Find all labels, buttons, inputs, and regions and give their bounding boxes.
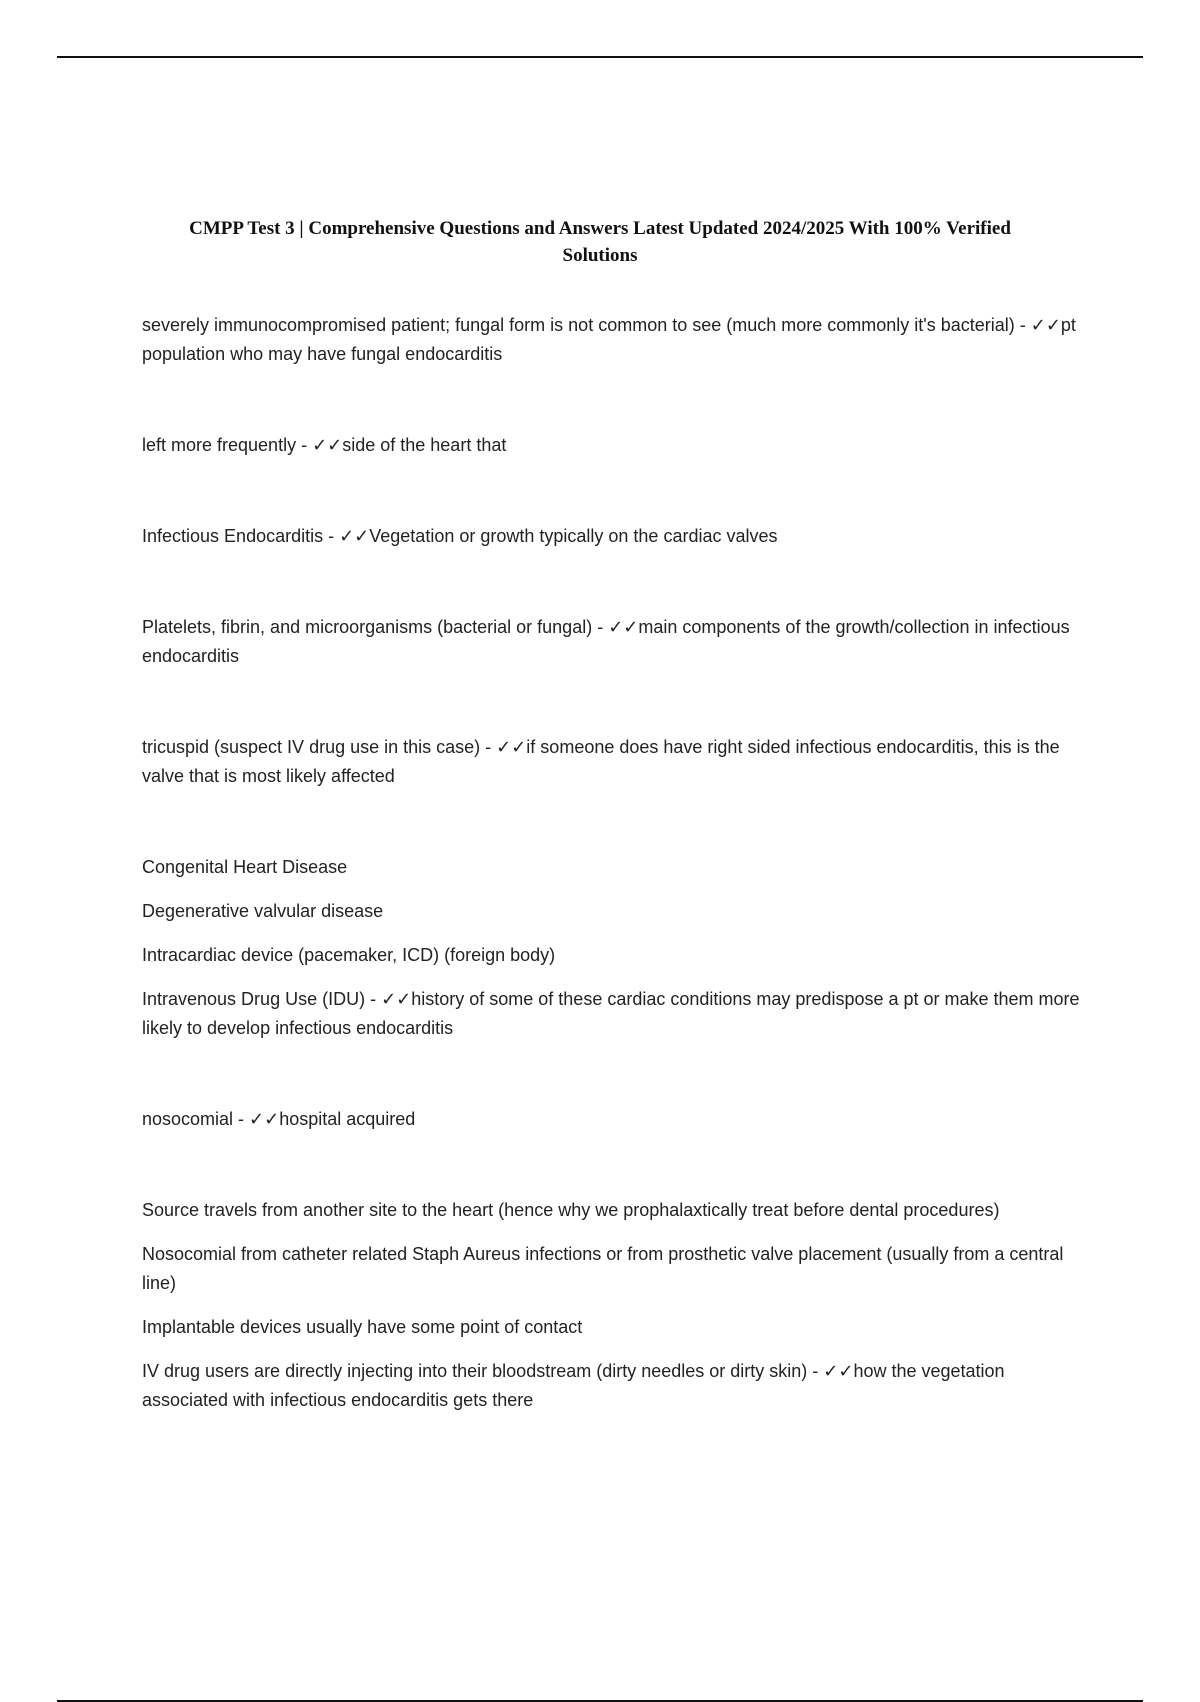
entry-intravenous-drug-use: Intravenous Drug Use (IDU) - ✓✓history of some of these cardiac conditions may predispose a pt or make them more likely to develop infectious endocarditis [142, 989, 1080, 1038]
entry-nosocomial-catheter: Nosocomial from catheter related Staph Aureus infections or from prosthetic valve placement (usually from a central line) [142, 1244, 1064, 1293]
entry-main-components: Platelets, fibrin, and microorganisms (bacterial or fungal) - ✓✓main components of the growth/collection in infectious endocarditis [142, 617, 1070, 666]
document-body [142, 311, 1082, 1415]
entry-intracardiac-device: Intracardiac device (pacemaker, ICD) (foreign body) [142, 945, 556, 965]
entry-congenital-heart-disease: Congenital Heart Disease [142, 857, 348, 877]
entry-infectious-endocarditis: Infectious Endocarditis - ✓✓Vegetation or growth typically on the cardiac valves [142, 526, 778, 546]
entry-side-of-heart: left more frequently - ✓✓side of the heart that [142, 435, 507, 455]
top-rule [57, 56, 1143, 58]
entry-implantable-devices: Implantable devices usually have some point of contact [142, 1317, 583, 1337]
entry-source-travels: Source travels from another site to the heart (hence why we prophalaxtically treat before dental procedures) [142, 1200, 1000, 1220]
entry-tricuspid: tricuspid (suspect IV drug use in this case) - ✓✓if someone does have right sided infectious endocarditis, this is the valve that is most likely affected [142, 737, 1060, 786]
entry-fungal-endocarditis: severely immunocompromised patient; fungal form is not common to see (much more commonly it's bacterial) - ✓✓pt population who may have fungal endocarditis [142, 315, 1076, 364]
entry-iv-drug-users: IV drug users are directly injecting into their bloodstream (dirty needles or dirty skin) - ✓✓how the vegetation associated with infectious endocarditis gets there [142, 1361, 1005, 1410]
entry-nosocomial: nosocomial - ✓✓hospital acquired [142, 1109, 416, 1129]
document-title: CMPP Test 3 | Comprehensive Questions and Answers Latest Updated 2024/2025 With 100% Verified Solutions [189, 218, 1011, 266]
entry-degenerative-valvular: Degenerative valvular disease [142, 901, 384, 921]
